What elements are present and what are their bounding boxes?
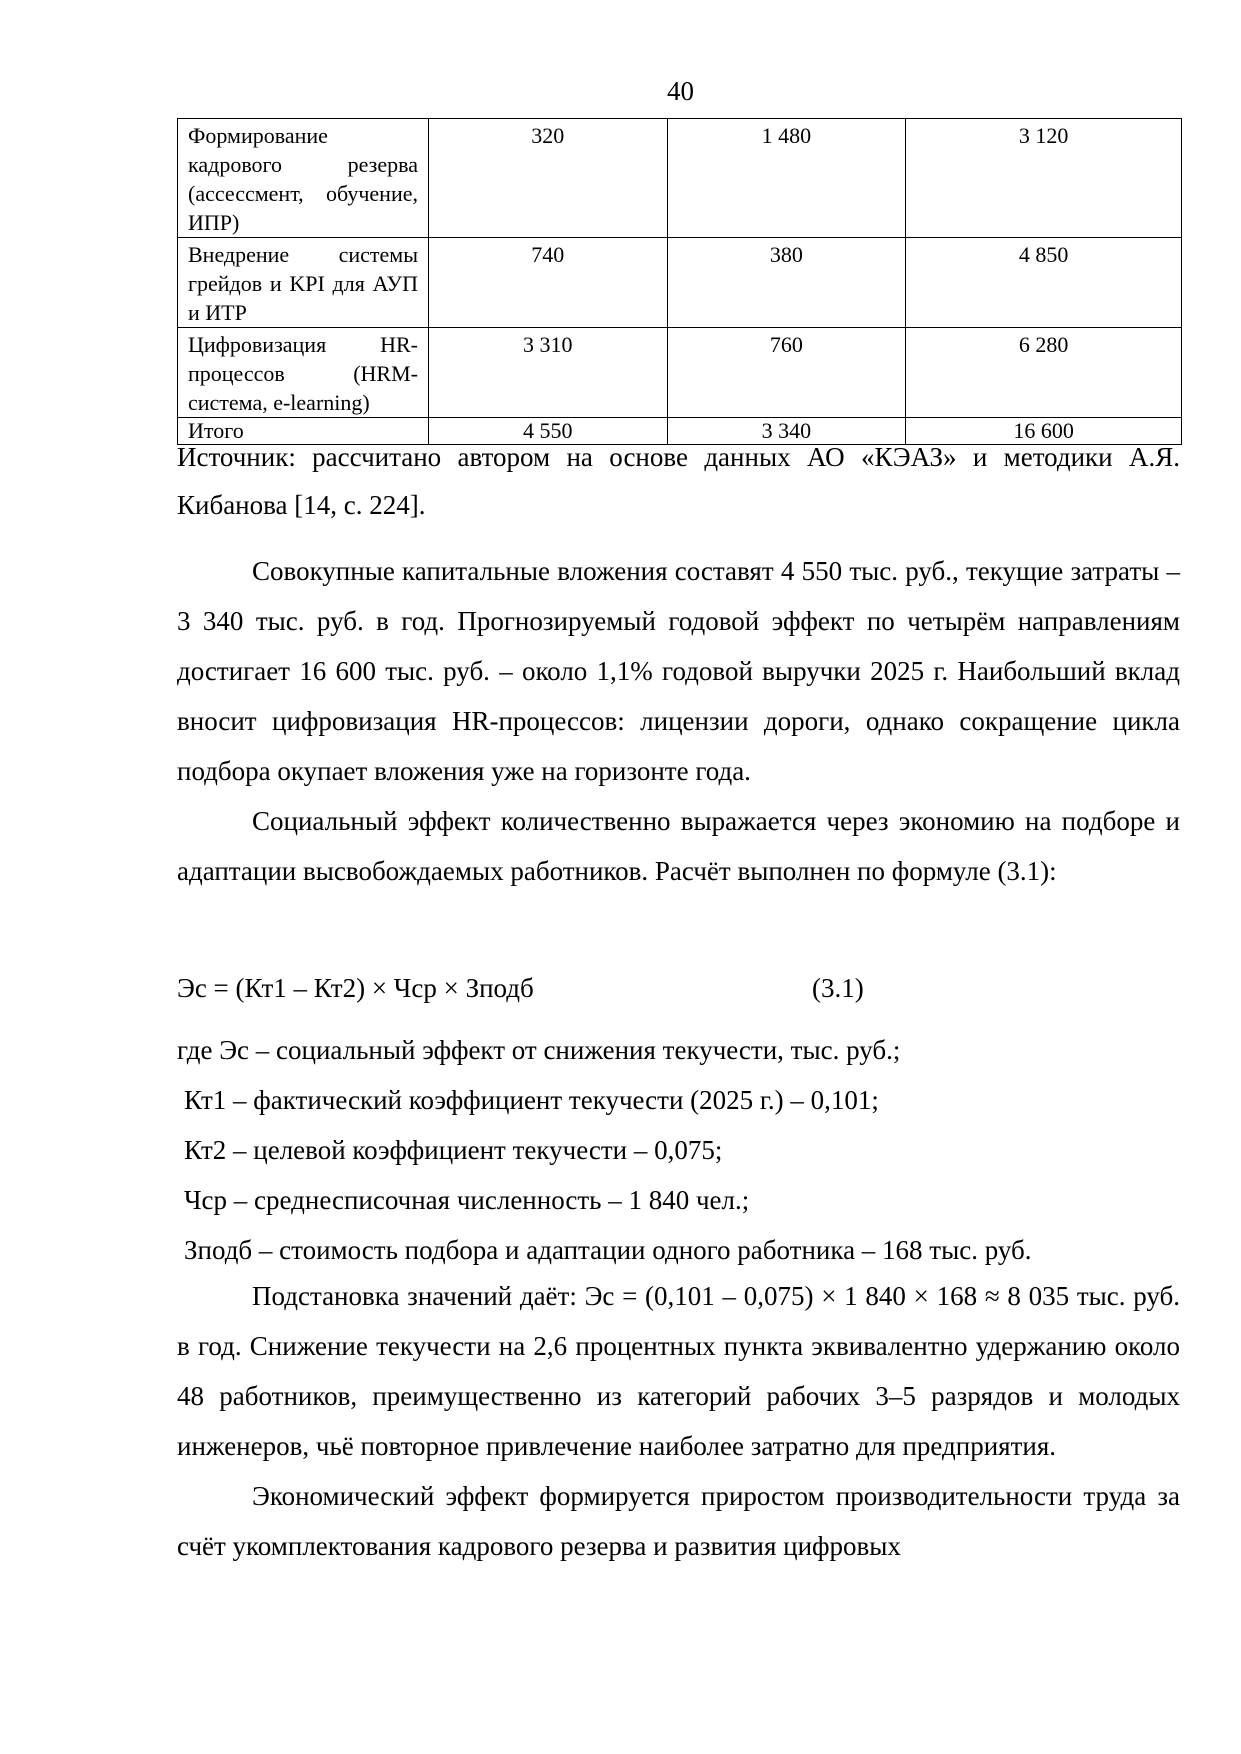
row-label: Цифровизация HR-процессов (HRM-система, e-learning) <box>178 328 429 418</box>
table-cell: 4 850 <box>906 238 1182 328</box>
table-cell: 3 310 <box>429 328 668 418</box>
table-cell: 380 <box>667 238 906 328</box>
table-cell: 16 600 <box>906 418 1182 445</box>
paragraph: Социальный эффект количественно выражается через экономию на подборе и адаптации высвобождаемых работников. Расчёт выполнен по формуле (3.1): <box>177 806 1180 886</box>
table-cell: 760 <box>667 328 906 418</box>
table-cell: 6 280 <box>906 328 1182 418</box>
table-cell: 3 120 <box>906 119 1182 238</box>
row-label: Внедрение системы грейдов и KPI для АУП и ИТР <box>178 238 429 328</box>
table-row <box>178 238 1182 328</box>
paragraph: Совокупные капитальные вложения составят 4 550 тыс. руб., текущие затраты – 3 340 тыс. руб. в год. Прогнозируемый годовой эффект по четырём направлениям достигает 16 600 тыс. руб. – около 1,1% годовой выручки 2025 г. Наибольший вклад вносит цифровизация HR-процессов: лицензии дороги, однако сокращение цикла подбора окупает вложения уже на горизонте года. <box>177 556 1180 786</box>
definition-line: Кт2 – целевой коэффициент текучести – 0,075; <box>184 1135 723 1165</box>
definition-line: где Эс – социальный эффект от снижения текучести, тыс. руб.; <box>177 1035 901 1065</box>
definition-line: Чср – среднесписочная численность – 1 840 чел.; <box>184 1185 750 1215</box>
row-label: Формирование кадрового резерва (ассессмент, обучение, ИПР) <box>178 119 429 238</box>
paragraph: Экономический эффект формируется приростом производительности труда за счёт укомплектования кадрового резерва и развития цифровых <box>177 1481 1180 1561</box>
table-cell: 740 <box>429 238 668 328</box>
paragraph: Подстановка значений даёт: Эс = (0,101 – 0,075) × 1 840 × 168 ≈ 8 035 тыс. руб. в год. Снижение текучести на 2,6 процентных пункта эквивалентно удержанию около 48 работников, преимущественно из категорий рабочих 3–5 разрядов и молодых инженеров, чьё повторное привлечение наиболее затратно для предприятия. <box>177 1281 1180 1461</box>
table-cell: 320 <box>429 119 668 238</box>
table-row <box>178 119 1182 238</box>
table-cell: 4 550 <box>429 418 668 445</box>
body-section-1 <box>177 546 1180 896</box>
formula-expression: Эс = (Кт1 – Кт2) × Чср × Зподб <box>177 973 534 1003</box>
table-cell: 1 480 <box>667 119 906 238</box>
definition-line: Зподб – стоимость подбора и адаптации одного работника – 168 тыс. руб. <box>184 1235 1032 1265</box>
table-source-note: Источник: рассчитано автором на основе данных АО «КЭАЗ» и методики А.Я. Кибанова [14, с. 224]. <box>177 442 1180 520</box>
row-label: Итого <box>178 418 429 445</box>
formula-definitions <box>177 1025 1180 1275</box>
body-section-2 <box>177 1271 1180 1571</box>
page-number: 40 <box>667 76 694 106</box>
definition-line: Кт1 – фактический коэффициент текучести (2025 г.) – 0,101; <box>184 1085 879 1115</box>
investment-table <box>177 118 1182 445</box>
formula-number: (3.1) <box>812 973 864 1003</box>
formula <box>177 963 1180 1013</box>
table-cell: 3 340 <box>667 418 906 445</box>
table-row <box>178 328 1182 418</box>
